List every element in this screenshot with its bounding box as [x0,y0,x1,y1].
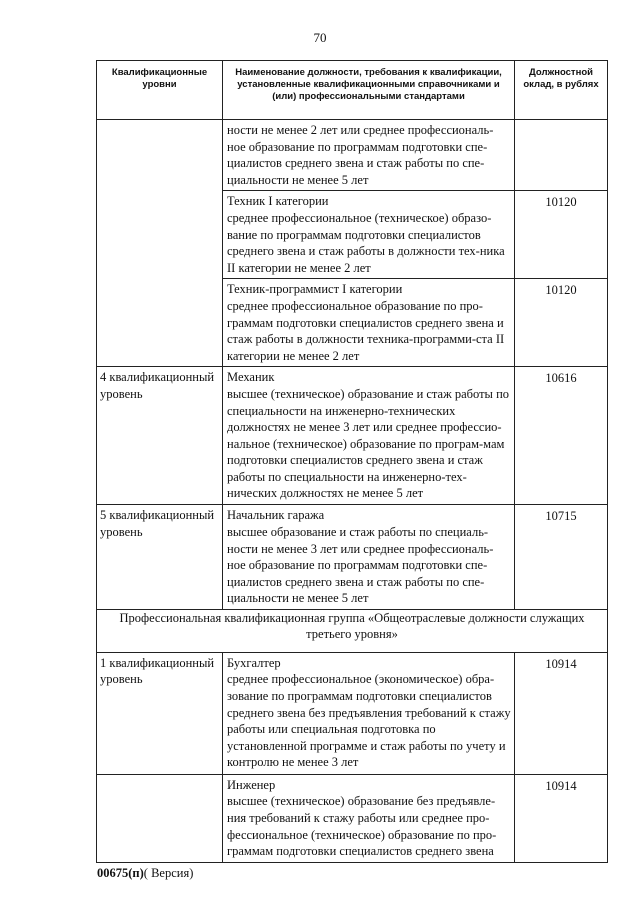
position-cell [223,505,515,610]
position-title: Инженер [227,777,276,792]
header-levels: Квалификационные уровни [97,61,223,120]
position-cell [223,774,515,862]
level-label: 5 квалификационный уровень [100,508,215,539]
position-requirements: среднее профессиональное (техническое) образо-вание по программам подготовки специалистов среднего звена и стаж работы в должности тех-ника II категории не менее 2 лет [227,210,505,275]
document-code: 00675(п) [97,866,144,880]
salary-cell [515,774,608,862]
level-label [97,120,222,124]
page-number: 70 [313,30,327,45]
table-row [97,774,608,862]
position-requirements: ности не менее 2 лет или среднее профессиональ-ное образование по программам подготовки спе-циалистов среднего звена и стаж работы по спе-циальности не менее 5 лет [227,123,494,187]
level-label: 1 квалификационный уровень [100,655,215,687]
salary-cell [515,120,608,191]
position-requirements: среднее профессиональное (экономическое) обра-зование по программам подготовки специалистов среднего звена без предъявления требований к стажу работы или специальная подготовка по установленной программе и стаж работы по учету и контролю не менее 3 лет [227,672,511,770]
group-heading: Профессиональная квалификационная группа «Общеотраслевые должности служащих третьего уровня» [97,609,608,652]
level-label [97,775,222,779]
position-cell [223,191,515,279]
position-cell [223,279,515,367]
salary-cell [515,367,608,505]
level-label: 4 квалификационный уровень [100,370,215,401]
position-title: Механик [227,370,275,385]
level-cell [97,652,223,774]
position-requirements: среднее профессиональное образование по про-граммам подготовки специалистов среднего звена и стаж работы в должности техника-программи-ста II категории не менее 2 лет [227,298,505,363]
table-header-row [97,61,608,120]
salary-value: 10715 [545,509,577,524]
position-requirements: высшее образование и стаж работы по специаль-ности не менее 3 лет или среднее профессиональ-ное образование по программам подготовки спе-циалистов среднего звена и стаж работы по спе-циальности не менее 5 лет [227,524,494,606]
table-row [97,652,608,774]
table-row [97,505,608,610]
position-cell [223,120,515,191]
salary-cell [515,652,608,774]
document-version: ( Версия) [143,866,194,880]
document-footer [97,866,193,881]
qualification-table [96,60,608,863]
salary-cell [515,279,608,367]
group-heading-row [97,609,608,652]
position-requirements: высшее (техническое) образование и стаж работы по специальности на инженерно-технических должностях не менее 3 лет или среднее профессио-нальное (техническое) образование по програм-мам подготовки специалистов среднего звена и стаж работы по специальности на инженерно-тех-нических должностях не менее 5 лет [227,386,510,501]
position-title: Начальник гаража [227,508,325,523]
position-requirements: высшее (техническое) образование без предъявле-ния требований к стажу работы или среднее про-фессиональное (техническое) образование по про-граммам подготовки специалистов среднего звена [227,794,497,859]
level-cell [97,505,223,610]
salary-value: 10120 [545,283,577,298]
header-salary: Должностной оклад, в рублях [515,61,608,120]
salary-value: 10914 [545,656,577,671]
salary-cell [515,505,608,610]
level-cell [97,120,223,367]
position-cell [223,367,515,505]
salary-value [515,120,607,123]
level-cell [97,774,223,862]
table-row [97,120,608,191]
salary-value: 10914 [545,778,577,793]
salary-value: 10120 [545,195,577,210]
position-title: Бухгалтер [227,655,281,670]
salary-value: 10616 [545,371,577,386]
level-cell [97,367,223,505]
position-title: Техник-программист I категории [227,282,403,297]
position-cell [223,652,515,774]
table-row [97,367,608,505]
salary-cell [515,191,608,279]
position-title: Техник I категории [227,194,329,209]
header-position: Наименование должности, требования к квалификации, установленные квалификационными справочниками и (или) профессиональными стандартами [223,61,515,120]
